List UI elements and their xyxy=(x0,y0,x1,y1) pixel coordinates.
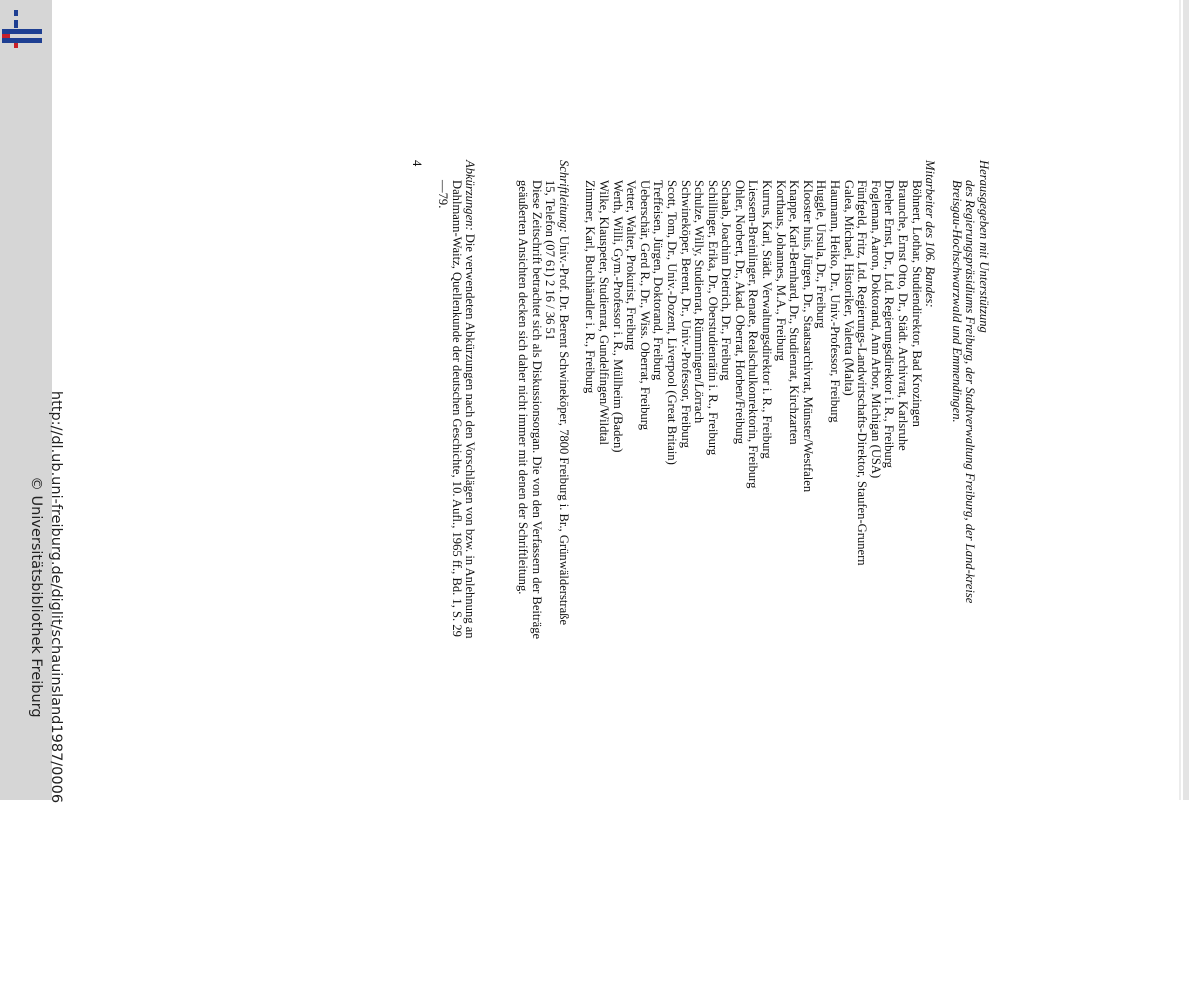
publisher-body: des Regierungspräsidiums Freiburg, der Stadtverwaltung Freiburg, der Land-kreise Breisgau-Hochschwarzwald und Emmendingen. xyxy=(949,180,978,604)
contributor-item: Ueberschär, Gerd R., Dr., Wiss. Oberrat, Freiburg xyxy=(637,180,652,430)
contributor-item: Zimmer, Karl, Buchhändler i. R., Freiburg xyxy=(583,180,598,394)
contributor-item: Ohler, Norbert, Dr., Akad. Oberrat, Horben/Freiburg xyxy=(732,180,747,445)
abbreviations-body: Die verwendeten Abkürzungen nach den Vorschlägen von bzw. in Anlehnung an Dahlmann-Waitz, Quellenkunde der deutschen Geschichte, 10. Aufl., 1965 ff., Bd. 1, S. 29—79. xyxy=(436,180,478,639)
contributor-item: Fogleman, Aaron, Doktorand, Ann Arbor, Michigan (USA) xyxy=(868,180,883,479)
abbreviations-block xyxy=(436,160,477,640)
contributor-item: Klooster huis, Jürgen, Dr., Staatsarchivrat, Münster/Westfalen xyxy=(800,180,815,493)
publisher-heading: Herausgegeben mit Unterstützung xyxy=(977,160,991,333)
contributor-item: Korthaus, Johannes, M.A., Freiburg xyxy=(773,180,788,361)
contributor-item: Knappe, Karl-Bernhard, Dr., Studienrat, Kirchzarten xyxy=(787,180,802,445)
viewer-caption xyxy=(14,197,66,997)
contributor-item: Schaab, Joachim Dietrich, Dr., Freiburg xyxy=(719,180,734,381)
contributor-item: Haumann, Heiko, Dr., Univ.-Professor, Freiburg xyxy=(828,180,843,423)
contributor-item: Kurrus, Karl, Städt. Verwaltungsdirektor i. R., Freiburg xyxy=(760,180,775,459)
contributor-item: Schulze, Willy, Studienrat, Rümmingen/Lörrach xyxy=(692,180,707,424)
contributor-item: Werth, Willi, Gym.-Professor i. R., Müllheim (Baden) xyxy=(610,180,625,453)
contributor-item: Liessem-Breinlinger, Renate, Realschulkonrektorin, Freiburg xyxy=(746,180,761,489)
contributor-item: Schwineköper, Berent, Dr., Univ.-Professor, Freiburg xyxy=(678,180,693,448)
contributor-item: Dreher Ernst, Dr., Ltd. Regierungsdirektor i. R., Freiburg xyxy=(882,180,897,468)
copyright-notice: © Universitätsbibliothek Freiburg xyxy=(28,476,44,718)
disclaimer-text: Diese Zeitschrift betrachtet sich als Diskussionsorgan. Die von den Verfassern der Beiträge geäußerten Ansichten decken sich daher nicht immer mit denen der Schriftleitung. xyxy=(516,180,544,640)
contributor-item: Galea, Michael, Historiker, Valetta (Malta) xyxy=(841,180,856,396)
contributor-item: Wilke, Klauspeter, Studienrat, Gundelfingen/Wildtal xyxy=(596,180,611,445)
contributor-item: Fünfgeld, Fritz, Ltd. Regierungs-Landwirtschafts-Direktor, Staufen-Grunern xyxy=(855,180,870,566)
abbreviations-label: Abkürzungen: xyxy=(463,160,478,231)
page-edge-line xyxy=(1179,0,1181,800)
contributor-item: Scott, Tom, Dr., Univ.-Dozent, Liverpool (Great Britain) xyxy=(664,180,679,465)
viewer-sidebar xyxy=(0,0,64,804)
university-logo-icon[interactable] xyxy=(0,8,44,52)
source-url[interactable]: http://dl.ub.uni-freiburg.de/diglit/schauinsland1987/0006 xyxy=(48,390,64,804)
contributors-heading: Mitarbeiter des 106. Bandes: xyxy=(923,160,938,308)
imprint-text xyxy=(409,160,990,640)
contributor-item: Vetter, Walter, Prokurist, Freiburg xyxy=(624,180,639,351)
contributors-list xyxy=(583,160,923,640)
scrollbar[interactable] xyxy=(1183,0,1189,800)
contributor-item: Treffeisen, Jürgen, Doktorand, Freiburg xyxy=(651,180,666,381)
contributor-item: Huggle, Ursula, Dr., Freiburg xyxy=(814,180,829,329)
contributor-item: Braunche, Ernst Otto, Dr., Städt. Archivrat, Karlsruhe xyxy=(896,180,911,451)
editor-body: Univ.-Prof. Dr. Berent Schwineköper, 7800 Freiburg i. Br., Grünwälderstraße 15, Telefon (07 61) 2 16 / 36 51 xyxy=(543,180,571,626)
contributor-item: Böhnert, Lothar, Studiendirektor, Bad Krozingen xyxy=(909,180,924,427)
page-number: 4 xyxy=(409,160,424,167)
editor-block xyxy=(543,160,570,640)
contributor-item: Schillinger, Erika, Dr., Oberstudienrätin i. R., Freiburg xyxy=(705,180,720,456)
editor-label: Schriftleitung: xyxy=(556,160,571,233)
